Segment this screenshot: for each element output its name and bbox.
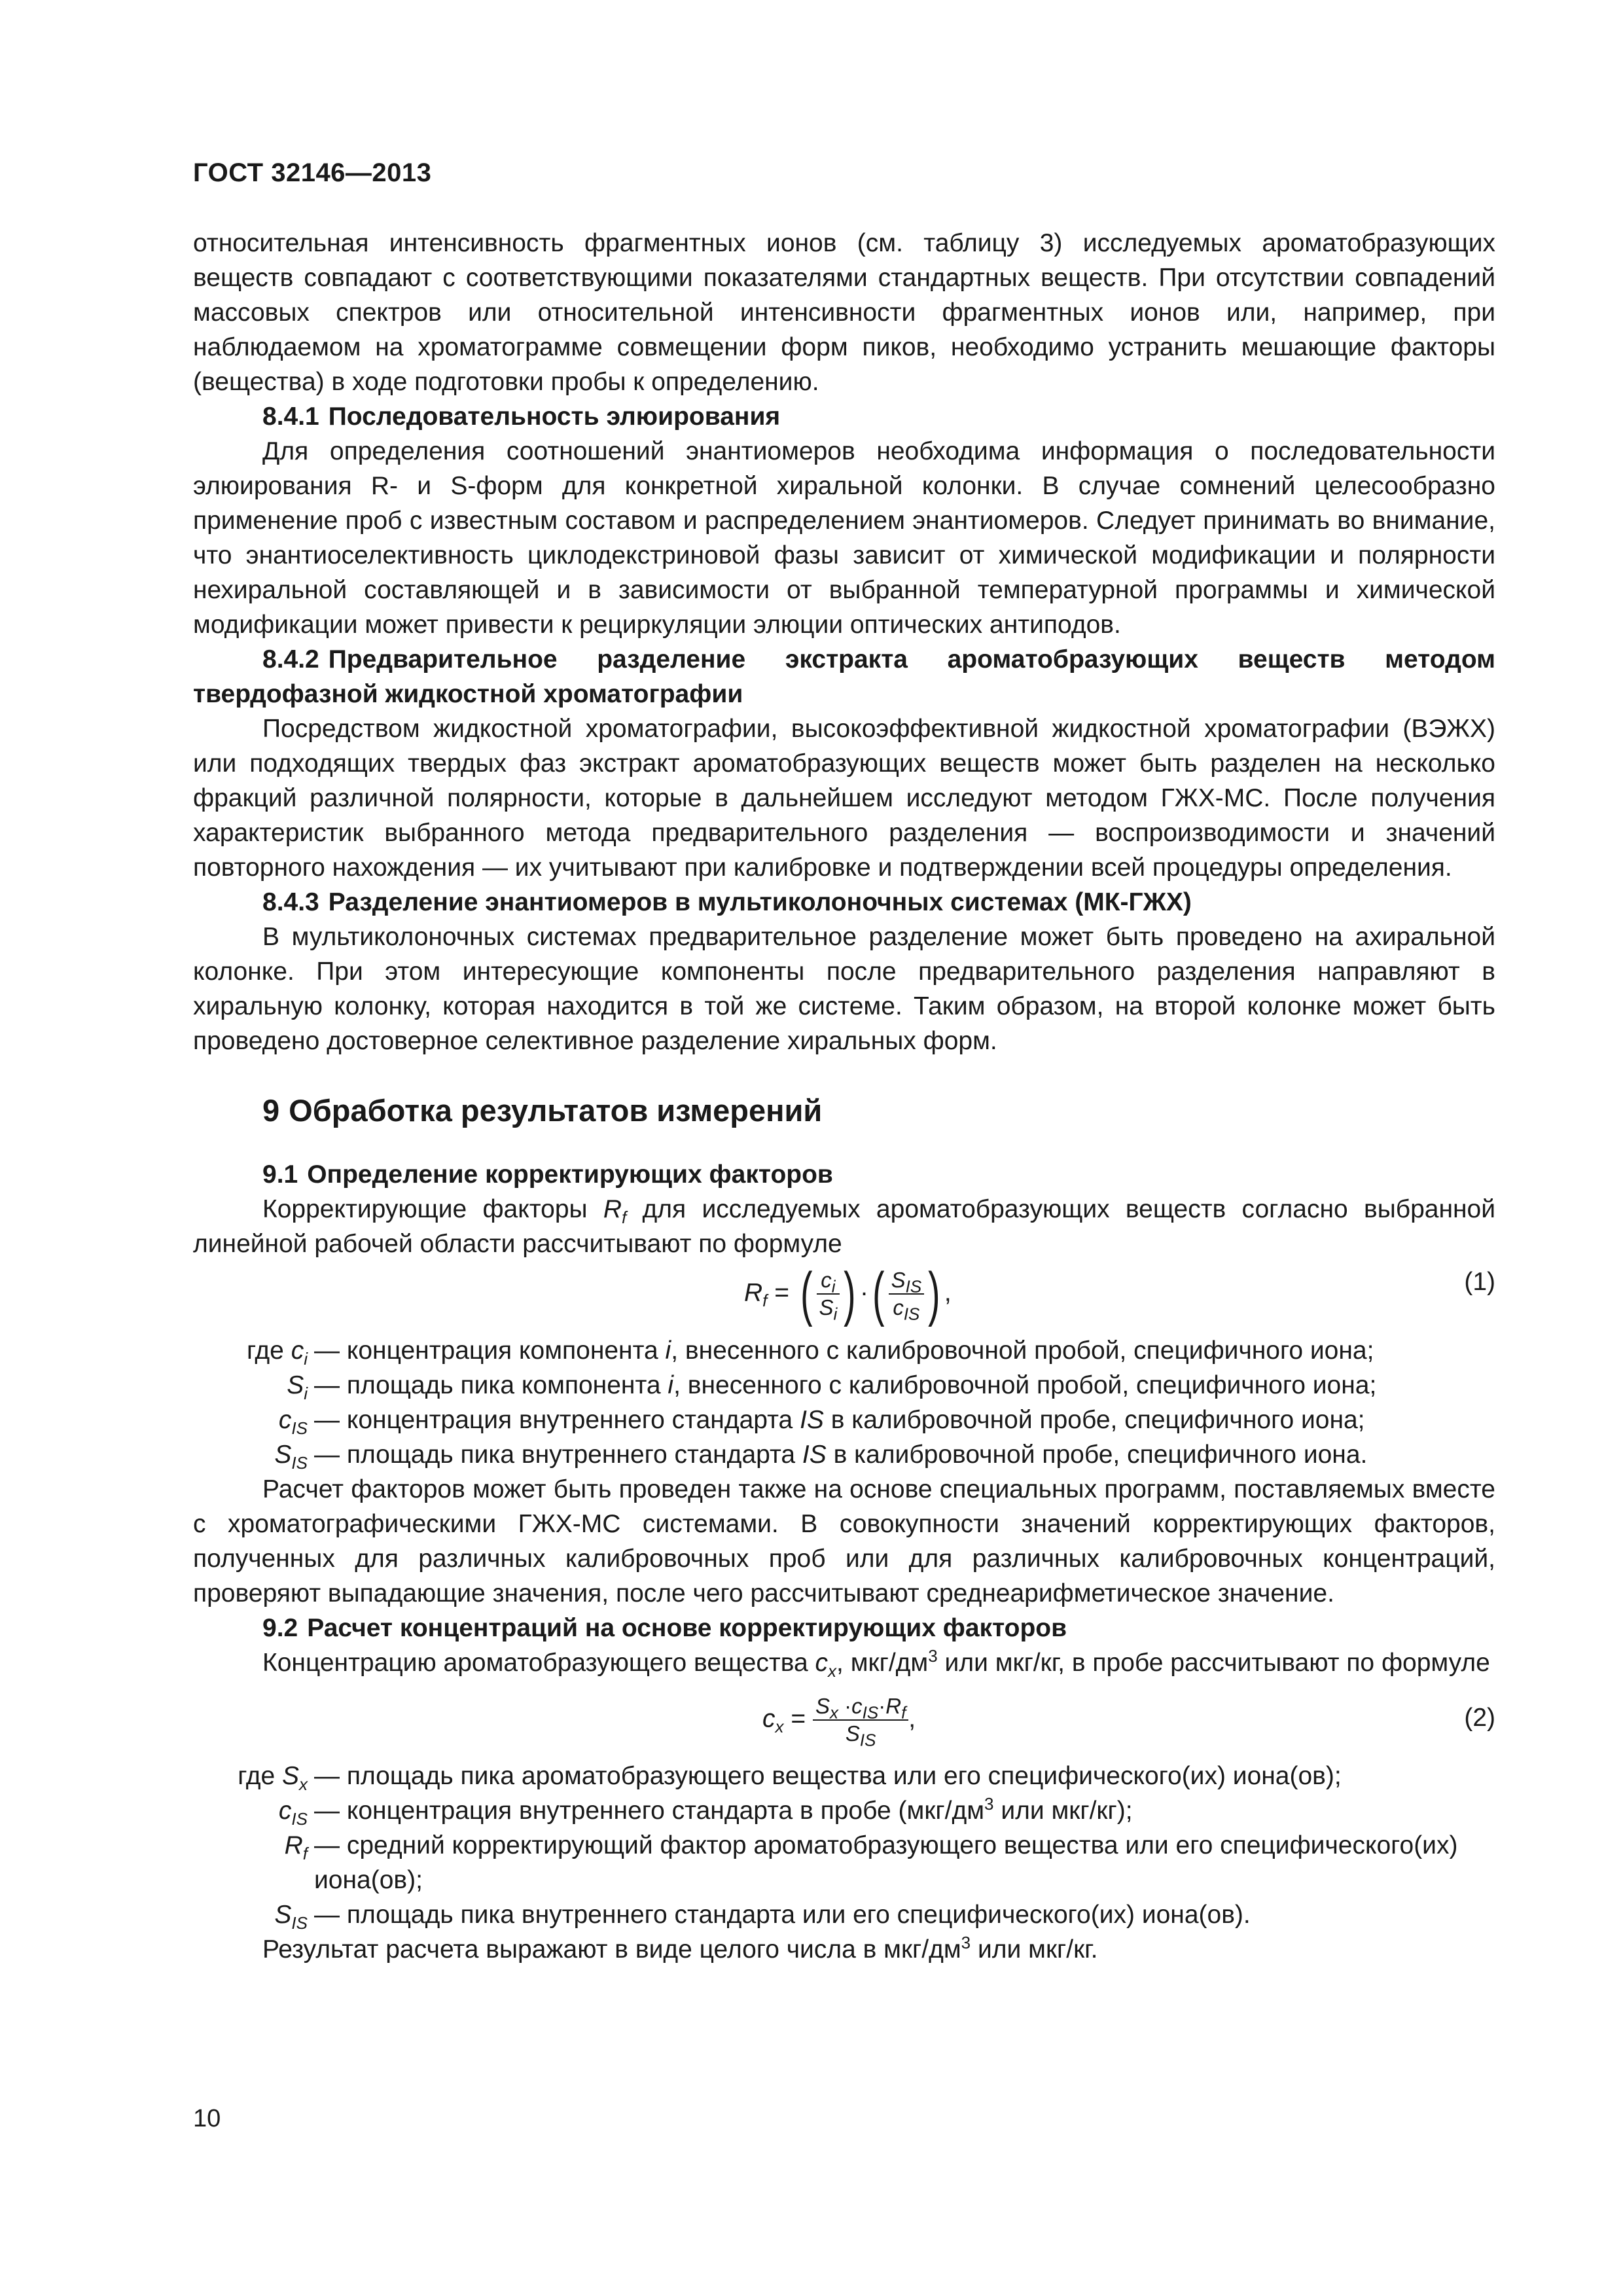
formula-1: $R_f$ = ( $\frac{c_i}{S_i}$ ) ·( $\frac{S_{IS}}{c_{IS}}$ ) , (1) <box>744 1261 1495 1327</box>
section-8-4-2-text: Посредством жидкостной хроматографии, высокоэффективной жидкостной хроматографии (ВЭЖХ) или подходящих твердых фаз экстракт ароматобразующих веществ может быть разделен на несколько фракций различной полярности, которые в дальнейшем исследуют методом ГЖХ-МС. После получения характеристик выбранного метода предварительного разделения — воспроизводимости и значений повторного нахождения — их учитывают при калибровке и подтверждении всей процедуры определения. <box>193 715 1495 882</box>
page-number: 10 <box>193 2105 221 2132</box>
definition-row: $R_f$ — средний корректирующий фактор ароматобразующего вещества или его специфического(их) иона(ов); <box>284 1831 1458 1894</box>
definition-row: где $c_i$ — концентрация компонента i, внесенного с калибровочной пробой, специфичного иона; <box>246 1336 1374 1369</box>
document-header: ГОСТ 32146—2013 <box>193 158 432 187</box>
definition-row: $S_{IS}$ — площадь пика внутреннего стандарта IS в калибровочной пробе, специфичного иона. <box>274 1441 1368 1473</box>
section-8-4-3-text: В мультиколоночных системах предварительное разделение может быть проведено на ахиральной колонке. При этом интересующие компоненты после предварительного разделения направляют в хиральную колонку, которая находится в той же системе. Таким образом, на второй колонке может быть проведено достоверное селективное разделение хиральных форм. <box>193 923 1495 1055</box>
section-9-2-text: Концентрацию ароматобразующего вещества $c_x$, мкг/$дм^3$ или мкг/кг, в пробе рассчитывают по формуле <box>262 1646 1490 1681</box>
section-8-4-1-text: Для определения соотношений энантиомеров необходима информация о последовательности элюирования R- и S-форм для конкретной хиральной колонки. В случае сомнений целесообразно применение проб с известным составом и распределением энантиомеров. Следует принимать во внимание, что энантиоселективность циклодекстриновой фазы зависит от химической модификации и полярности нехиральной составляющей и в зависимости от выбранной температурной программы и химической модификации может привести к рециркуляции элюции оптических антиподов. <box>193 437 1495 639</box>
section-9-1-heading: 9.1 Определение корректирующих факторов <box>262 1160 833 1189</box>
section-9-heading: 9 Обработка результатов измерений <box>262 1093 823 1128</box>
formula-2: $c_x$ = $\frac{S_x \cdot c_{IS}\cdot R_f}{S_{IS}}$ , (2) <box>762 1694 1495 1750</box>
formula-2-number: (2) <box>1464 1704 1495 1732</box>
definition-row: $c_{IS}$ — концентрация внутреннего стандарта IS в калибровочной пробе, специфичного иона; <box>278 1406 1365 1438</box>
document-page <box>193 0 1495 2296</box>
definition-row: $S_{IS}$ — площадь пика внутреннего стандарта или его специфического(их) иона(ов). <box>274 1901 1251 1933</box>
definition-row: $S_i$ — площадь пика компонента i, внесенного с калибровочной пробой, специфичного иона; <box>287 1371 1377 1403</box>
formula-1-number: (1) <box>1464 1268 1495 1296</box>
definition-row: где $S_x$ — площадь пика ароматобразующего вещества или его специфического(их) иона(ов); <box>238 1762 1342 1794</box>
formula-2-definitions <box>193 1759 1495 1932</box>
section-8-4-3-heading: 8.4.3 Разделение энантиомеров в мультиколоночных системах (МК-ГЖХ) <box>262 888 1192 916</box>
section-9-1-text: Корректирующие факторы $R_f$ для исследуемых ароматобразующих веществ согласно выбранной линейной рабочей области рассчитывают по формуле <box>193 1195 1496 1258</box>
definition-row: $c_{IS}$ — концентрация внутреннего стандарта в пробе ($мкг/дм^3$ или мкг/кг); <box>278 1794 1133 1829</box>
section-9-2-result: Результат расчета выражают в виде целого числа в мкг/$дм^3$ или мкг/кг. <box>262 1933 1098 1964</box>
section-8-4-1-heading: 8.4.1 Последовательность элюирования <box>262 403 781 431</box>
document-body <box>193 226 1495 1967</box>
section-8-4-2-heading: 8.4.2 Предварительное разделение экстракта ароматобразующих веществ методом твердофазной жидкостной хроматографии <box>193 645 1495 708</box>
section-9-1-after: Расчет факторов может быть проведен также на основе специальных программ, поставляемых вместе с хроматографическими ГЖХ-МС системами. В совокупности значений корректирующих факторов, полученных для различных калибровочных проб или для различных калибровочных концентраций, проверяют выпадающие значения, после чего рассчитывают среднеарифметическое значение. <box>193 1475 1495 1607</box>
intro-paragraph: относительная интенсивность фрагментных ионов (см. таблицу 3) исследуемых ароматобразующих веществ совпадают с соответствующими показателями стандартных веществ. При отсутствии совпадений массовых спектров или относительной интенсивности фрагментных ионов или, например, при наблюдаемом на хроматограмме совмещении форм пиков, необходимо устранить мешающие факторы (вещества) в ходе подготовки пробы к определению. <box>193 229 1495 396</box>
section-9-2-heading: 9.2 Расчет концентраций на основе корректирующих факторов <box>262 1614 1067 1642</box>
formula-1-definitions <box>193 1333 1495 1472</box>
